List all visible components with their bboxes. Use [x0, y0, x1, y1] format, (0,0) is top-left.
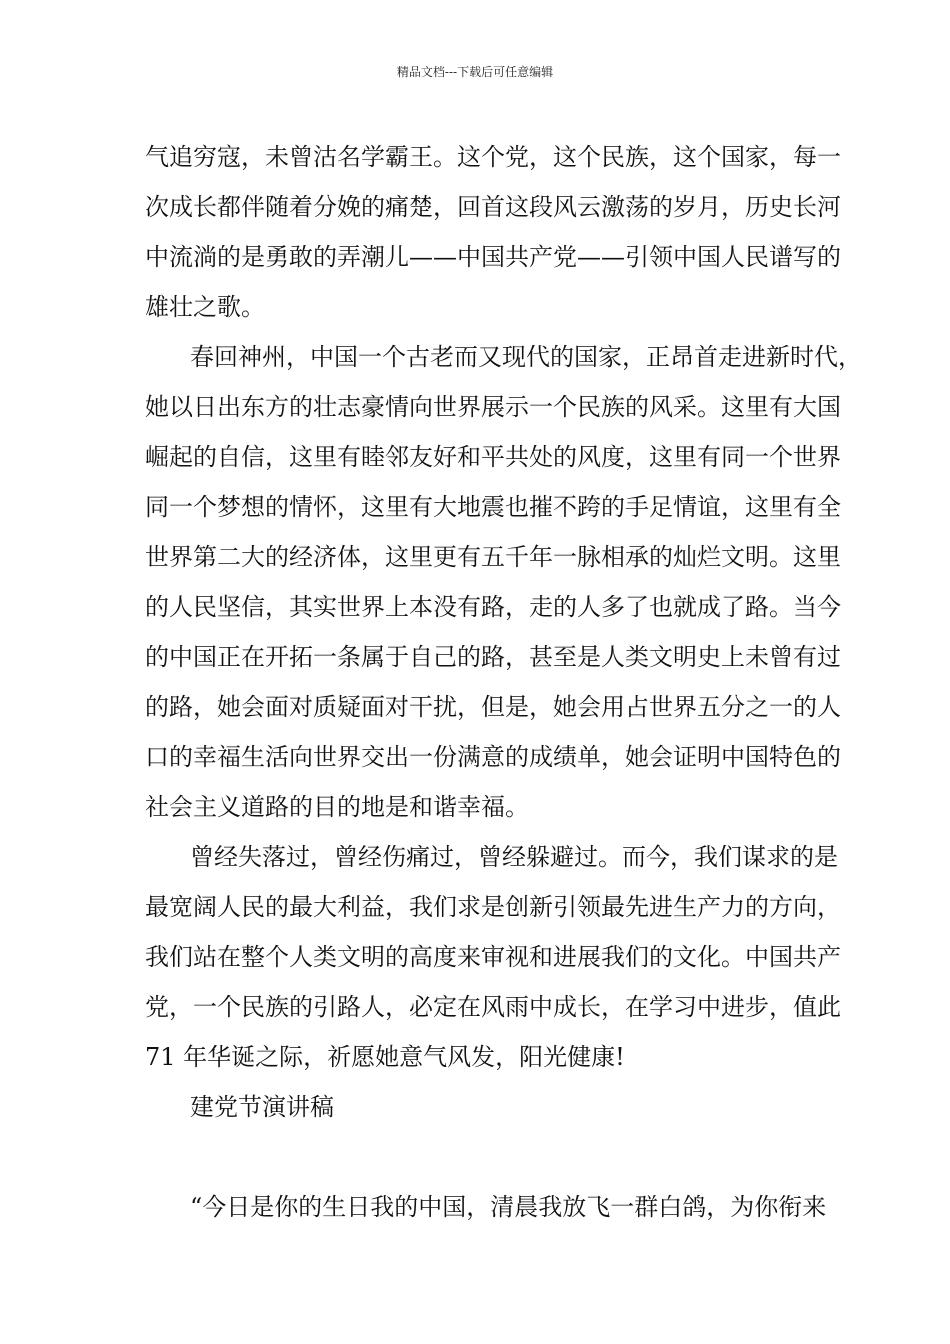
page-header: 精品文档---下载后可任意编辑 — [396, 65, 554, 79]
text-line: 雄壮之歌。 — [145, 293, 265, 321]
text-line: 社会主义道路的目的地是和谐幸福。 — [145, 793, 529, 821]
text-line: 最宽阔人民的最大利益，我们求是创新引领最先进生产力的方向， — [145, 893, 841, 921]
text-line: 口的幸福生活向世界交出一份满意的成绩单，她会证明中国特色的 — [145, 743, 841, 771]
text-line: 的人民坚信，其实世界上本没有路，走的人多了也就成了路。当今 — [145, 593, 841, 621]
text-line: 崛起的自信，这里有睦邻友好和平共处的风度，这里有同一个世界 — [145, 443, 841, 471]
text-line: 71 年华诞之际，祈愿她意气风发，阳光健康! — [145, 1043, 625, 1071]
paragraph-first-line: 春回神州，中国一个古老而又现代的国家，正昂首走进新时代， — [190, 343, 862, 371]
text-line: 同一个梦想的情怀，这里有大地震也摧不跨的手足情谊，这里有全 — [145, 493, 841, 521]
text-line: 她以日出东方的壮志豪情向世界展示一个民族的风采。这里有大国 — [145, 393, 841, 421]
text-line: 的路，她会面对质疑面对干扰，但是，她会用占世界五分之一的人 — [145, 693, 841, 721]
text-line: 中流淌的是勇敢的弄潮儿——中国共产党——引领中国人民谱写的 — [145, 243, 841, 271]
text-line: 次成长都伴随着分娩的痛楚，回首这段风云激荡的岁月，历史长河 — [145, 193, 841, 221]
quote-line: “今日是你的生日我的中国，清晨我放飞一群白鸽，为你衔来 — [190, 1193, 827, 1221]
text-line: 气追穷寇，未曾沽名学霸王。这个党，这个民族，这个国家，每一 — [145, 143, 841, 171]
text-line: 的中国正在开拓一条属于自己的路，甚至是人类文明史上未曾有过 — [145, 643, 841, 671]
text-line: 党，一个民族的引路人，必定在风雨中成长，在学习中进步，值此 — [145, 993, 841, 1021]
text-line: 世界第二大的经济体，这里更有五千年一脉相承的灿烂文明。这里 — [145, 543, 841, 571]
paragraph-first-line: 曾经失落过，曾经伤痛过，曾经躲避过。而今，我们谋求的是 — [190, 843, 838, 871]
section-title: 建党节演讲稿 — [190, 1093, 334, 1121]
text-line: 我们站在整个人类文明的高度来审视和进展我们的文化。中国共产 — [145, 943, 841, 971]
